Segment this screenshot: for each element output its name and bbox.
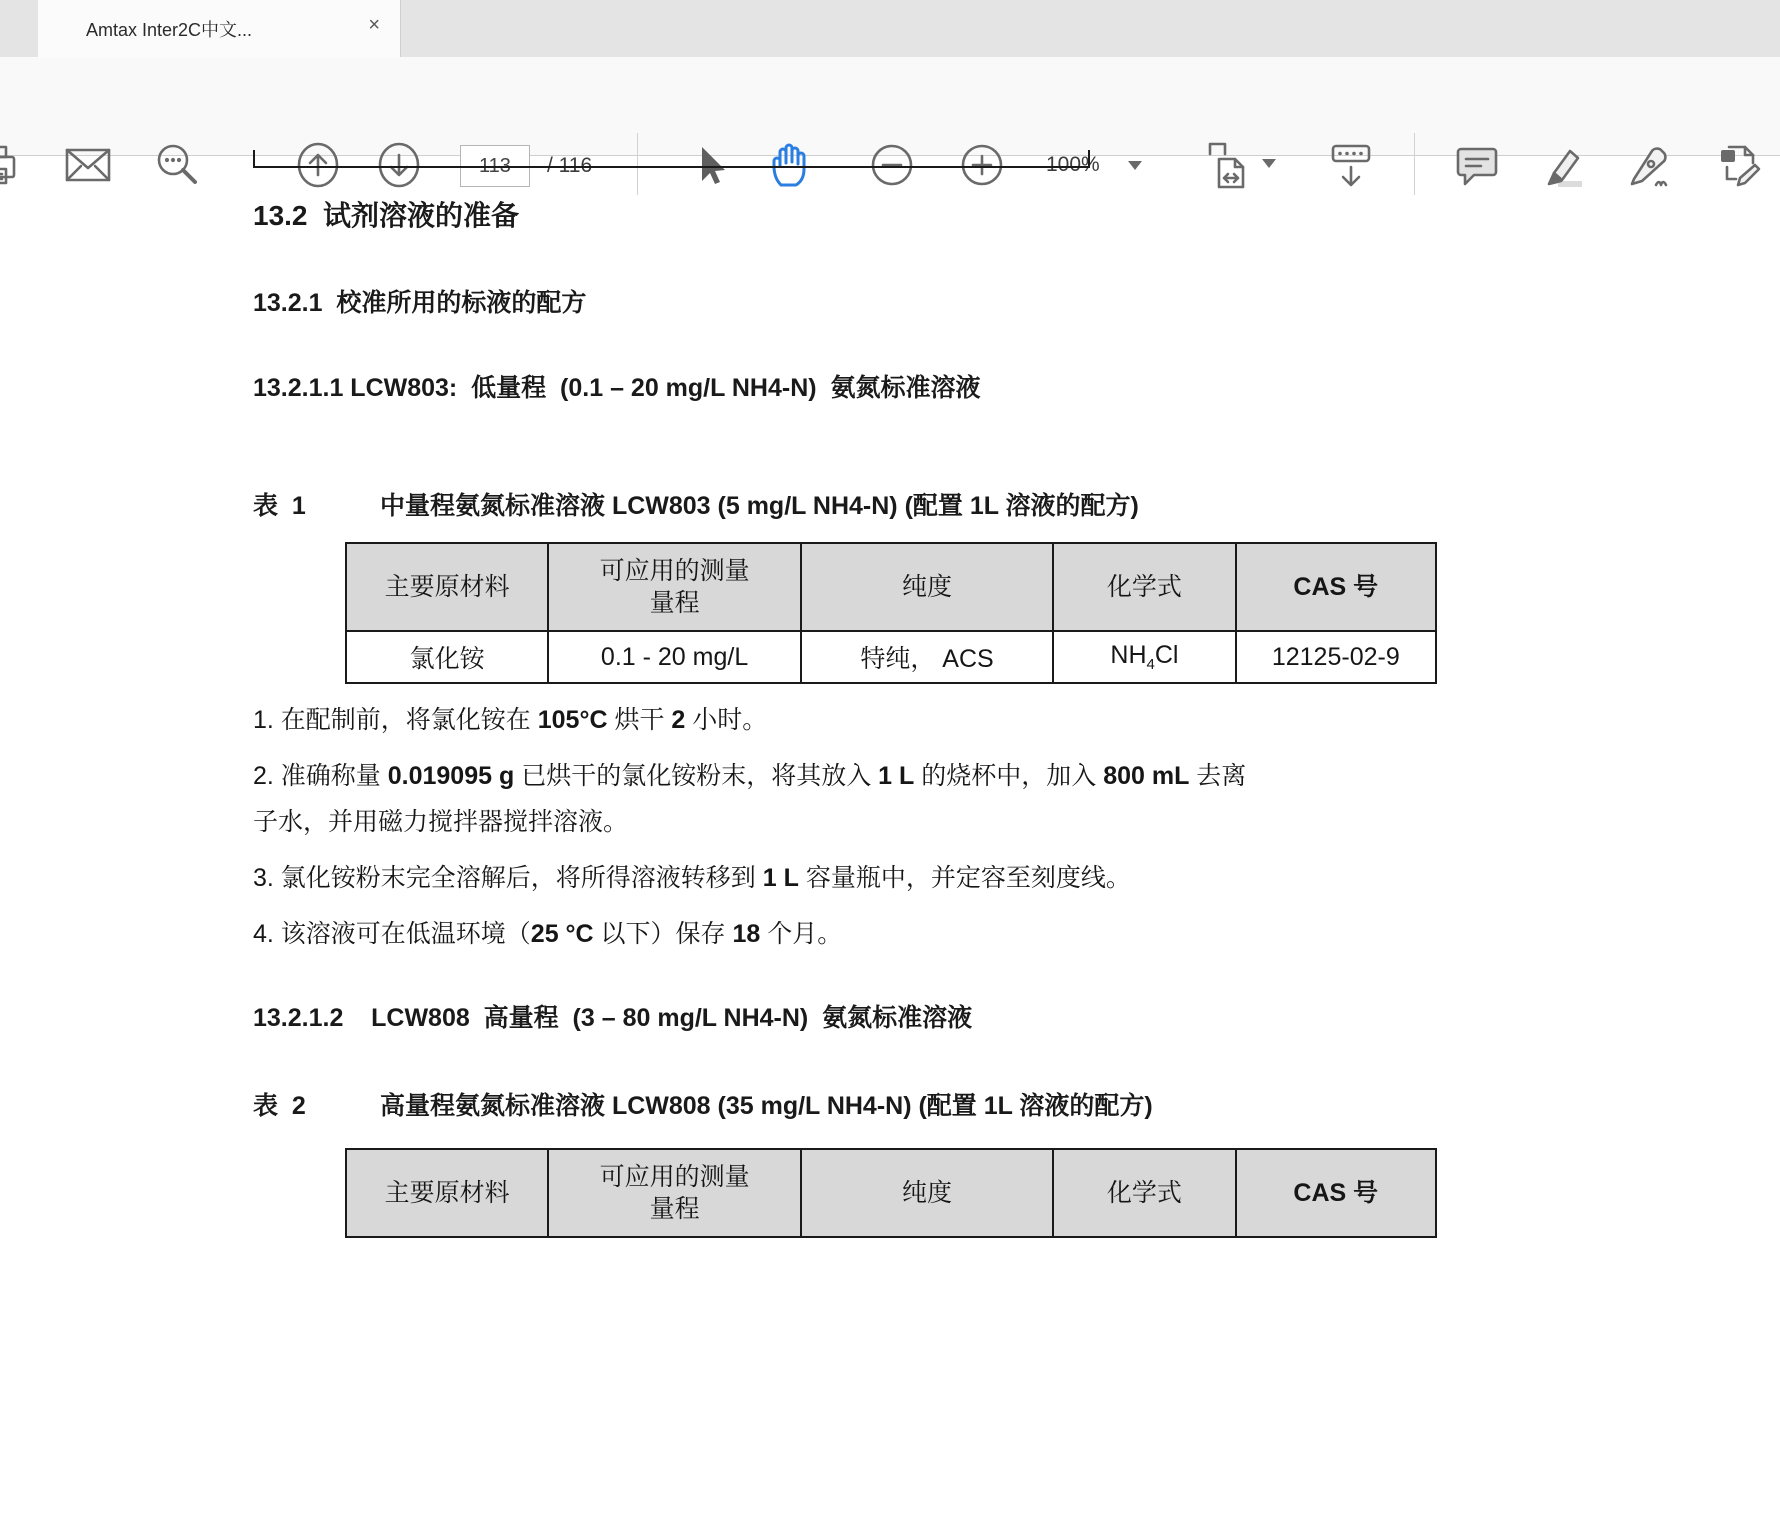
heading-13-2: 13.2 试剂溶液的准备: [253, 200, 520, 231]
table2-caption-label: 表 2: [253, 1092, 306, 1120]
cutoff-box-fragment: [253, 150, 1090, 168]
comment-button[interactable]: [1453, 139, 1501, 191]
table1-caption-label: 表 1: [253, 492, 306, 520]
tab-bar: [0, 0, 1780, 58]
header-cas: CAS 号: [1236, 1149, 1436, 1237]
zoom-level-value: 100%: [1046, 153, 1100, 176]
search-icon: [154, 141, 202, 189]
step-1: 1. 在配制前，将氯化铵在 105°C 烘干 2 小时。: [253, 706, 768, 734]
print-button[interactable]: [0, 139, 20, 191]
header-material: 主要原材料: [346, 543, 548, 631]
header-range: 可应用的测量 量程: [548, 543, 800, 631]
cell-purity: 特纯， ACS: [801, 631, 1053, 683]
scroll-mode-button[interactable]: [1327, 139, 1375, 191]
highlight-icon: [1538, 141, 1586, 189]
cell-formula: $NH_4Cl$: [1053, 631, 1235, 683]
header-range: 可应用的测量 量程: [548, 1149, 800, 1237]
page-total-label: / 116: [547, 154, 593, 177]
heading-13-2-1-1: 13.2.1.1 LCW803: 低量程 (0.1 – 20 mg/L NH4-N) 氨氮标准溶液: [253, 374, 981, 402]
table-2: [345, 1148, 1437, 1238]
cell-material: 氯化铵: [346, 631, 548, 683]
sign-icon: [1626, 141, 1674, 189]
fit-width-icon: [1205, 140, 1253, 190]
header-formula: 化学式: [1053, 1149, 1235, 1237]
step-2-line-1: 2. 准确称量 0.019095 g 已烘干的氯化铵粉末，将其放入 1 L 的烧杯中，加入 800 mL 去离: [253, 762, 1247, 790]
table2-caption: 高量程氨氮标准溶液 LCW808 (35 mg/L NH4-N) (配置 1L 溶液的配方): [380, 1092, 1153, 1120]
comment-icon: [1453, 141, 1501, 189]
table-1-data-row: [346, 631, 1436, 683]
print-icon: [0, 141, 20, 189]
step-2-line-2: 子水，并用磁力搅拌器搅拌溶液。: [253, 808, 629, 836]
table-1-header-row: [346, 543, 1436, 631]
table1-caption: 中量程氨氮标准溶液 LCW803 (5 mg/L NH4-N) (配置 1L 溶液的配方): [380, 492, 1139, 520]
header-material: 主要原材料: [346, 1149, 548, 1237]
step-4: 4. 该溶液可在低温环境（25 °C 以下）保存 18 个月。: [253, 920, 843, 948]
tab-close-icon[interactable]: ×: [368, 14, 380, 36]
header-cas: CAS 号: [1236, 543, 1436, 631]
header-purity: 纯度: [801, 543, 1053, 631]
chevron-down-icon[interactable]: [1262, 159, 1276, 168]
heading-13-2-1-2: 13.2.1.2 LCW808 高量程 (3 – 80 mg/L NH4-N) 氨氮标准溶液: [253, 1004, 973, 1032]
cell-cas: 12125-02-9: [1236, 631, 1436, 683]
chevron-down-icon: [1128, 161, 1142, 170]
email-icon: [64, 141, 112, 189]
heading-13-2-1: 13.2.1 校准所用的标液的配方: [253, 289, 587, 317]
fill-and-sign-button[interactable]: [1715, 139, 1763, 191]
table-1: [345, 542, 1437, 684]
table-2-header-row: [346, 1149, 1436, 1237]
search-button[interactable]: [154, 139, 202, 191]
fit-width-button[interactable]: [1205, 139, 1253, 191]
header-purity: 纯度: [801, 1149, 1053, 1237]
scroll-mode-icon: [1327, 140, 1375, 190]
document-tab-title: Amtax Inter2C中文...: [86, 20, 253, 40]
toolbar-divider: [1414, 133, 1415, 195]
fill-and-sign-icon: [1715, 141, 1763, 189]
toolbar: [0, 57, 1780, 177]
highlight-button[interactable]: [1538, 139, 1586, 191]
document-tab[interactable]: [38, 0, 401, 57]
sign-button[interactable]: [1626, 139, 1674, 191]
email-button[interactable]: [64, 139, 112, 191]
header-formula: 化学式: [1053, 543, 1235, 631]
cell-range: 0.1 - 20 mg/L: [548, 631, 800, 683]
step-3: 3. 氯化铵粉末完全溶解后，将所得溶液转移到 1 L 容量瓶中，并定容至刻度线。: [253, 864, 1131, 892]
